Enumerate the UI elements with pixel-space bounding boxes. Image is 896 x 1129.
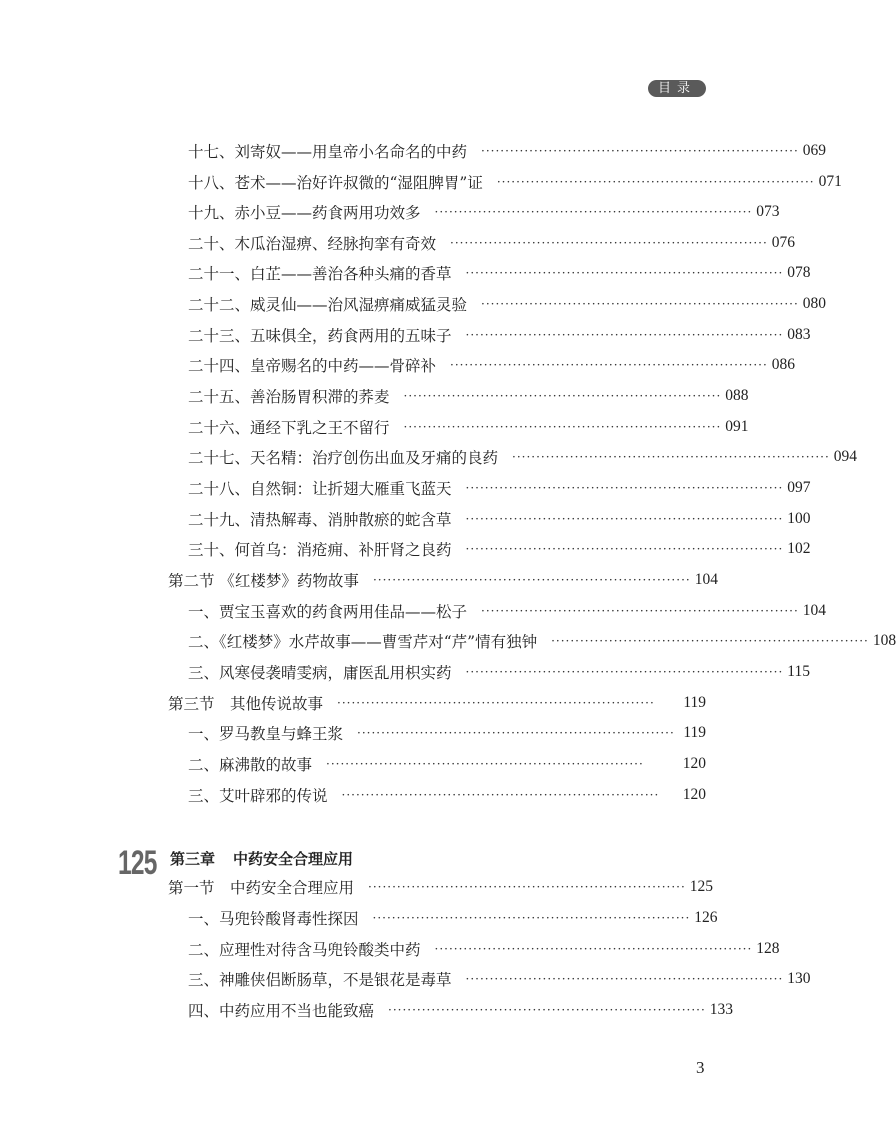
toc-entry-page: 086 <box>771 356 796 373</box>
toc-leader-dots: ·································································· <box>551 634 869 648</box>
chapter-heading[interactable] <box>170 848 353 869</box>
toc-leader-dots: ·································································· <box>465 542 784 556</box>
toc-entry[interactable] <box>188 907 718 929</box>
toc-leader-dots: ·································································· <box>326 757 644 771</box>
toc-entry-title: 二十三、五味俱全，药食两用的五味子 <box>188 327 452 345</box>
toc-leader-dots: ·································································· <box>450 358 768 372</box>
toc-entry[interactable] <box>188 630 896 652</box>
toc-entry-page: 126 <box>694 909 718 926</box>
toc-entry[interactable] <box>188 324 811 346</box>
toc-entry-title: 二十九、清热解毒、消肿散瘀的蛇含草 <box>188 511 452 529</box>
toc-entry[interactable] <box>188 477 811 499</box>
toc-leader-dots: ·································································· <box>341 788 660 802</box>
toc-leader-dots: ·································································· <box>450 236 768 250</box>
toc-leader-dots: ·································································· <box>388 1003 706 1017</box>
toc-leader-dots: ·································································· <box>403 420 722 434</box>
toc-entry[interactable] <box>188 140 827 162</box>
toc-entry-title: 三、风寒侵袭晴雯病，庸医乱用枳实药 <box>188 664 452 682</box>
toc-entry[interactable] <box>188 968 811 990</box>
toc-entry[interactable] <box>188 354 796 376</box>
toc-entry-page: 125 <box>689 878 714 895</box>
toc-entry-page: 071 <box>818 173 842 190</box>
toc-entry-page: 069 <box>802 142 827 159</box>
toc-entry-title: 十九、赤小豆——药食两用功效多 <box>188 204 421 222</box>
toc-entry-title: 二、《红楼梦》水芹故事——曹雪芹对“芹”情有独钟 <box>188 633 538 651</box>
toc-leader-dots: ·································································· <box>496 175 815 189</box>
toc-leader-dots: ·································································· <box>368 880 686 894</box>
toc-leader-dots: ·································································· <box>465 266 784 280</box>
toc-leader-dots: ·································································· <box>481 144 799 158</box>
toc-entry-title: 三、艾叶辟邪的传说 <box>188 787 328 805</box>
toc-entry[interactable] <box>188 446 858 468</box>
toc-entry[interactable] <box>188 508 811 530</box>
section-header-label: 目录 <box>648 80 706 97</box>
toc-entry[interactable] <box>188 722 706 744</box>
toc-entry-title: 二、麻沸散的故事 <box>188 756 313 774</box>
toc-entry[interactable] <box>188 416 749 438</box>
toc-entry-page: 097 <box>787 479 811 496</box>
toc-leader-dots: ·································································· <box>434 205 753 219</box>
toc-entry[interactable] <box>188 262 811 284</box>
page-number: 3 <box>696 1058 705 1077</box>
toc-entry[interactable] <box>188 232 796 254</box>
toc-entry-page: 080 <box>802 295 827 312</box>
toc-entry-title: 三、神雕侠侣断肠草，不是银花是毒草 <box>188 971 452 989</box>
toc-entry-title: 二十八、自然铜：让折翅大雁重飞蓝天 <box>188 480 452 498</box>
toc-entry-page: 078 <box>787 264 811 281</box>
toc-entry-page: 102 <box>787 540 811 557</box>
toc-leader-dots: ·································································· <box>403 389 722 403</box>
chapter-label: 第三章 <box>170 850 216 868</box>
toc-entry[interactable] <box>188 385 749 407</box>
toc-leader-dots: ·································································· <box>481 604 799 618</box>
toc-entry[interactable] <box>188 293 827 315</box>
toc-entry[interactable] <box>188 784 706 806</box>
toc-entry[interactable] <box>188 201 780 223</box>
toc-entry-page: 128 <box>756 940 780 957</box>
toc-entry-page: 083 <box>787 326 811 343</box>
toc-leader-dots: ·································································· <box>512 450 830 464</box>
toc-entry-title: 十八、苍术——治好许叔微的“湿阻脾胃”证 <box>188 174 483 192</box>
toc-section[interactable] <box>168 692 706 714</box>
toc-leader-dots: ·································································· <box>372 911 691 925</box>
toc-leader-dots: ·································································· <box>465 481 784 495</box>
toc-entry-page: 108 <box>872 632 896 649</box>
toc-entry-title: 二十六、通经下乳之王不留行 <box>188 419 390 437</box>
toc-entry-title: 二十四、皇帝赐名的中药——骨碎补 <box>188 357 437 375</box>
toc-entry[interactable] <box>188 600 827 622</box>
toc-entry-page: 104 <box>694 571 718 588</box>
toc-leader-dots: ·································································· <box>357 726 675 740</box>
toc-entry-title: 二十五、善治肠胃积滞的荞麦 <box>188 388 390 406</box>
toc-entry-title: 一、马兜铃酸肾毒性探因 <box>188 910 359 928</box>
toc-entry-title: 二、应理性对待含马兜铃酸类中药 <box>188 941 421 959</box>
toc-section-title: 第一节 中药安全合理应用 <box>168 879 355 897</box>
toc-entry-title: 四、中药应用不当也能致癌 <box>188 1002 375 1020</box>
toc-leader-dots: ·································································· <box>465 512 784 526</box>
toc-entry-page: 115 <box>787 663 810 680</box>
toc-leader-dots: ·································································· <box>465 665 784 679</box>
toc-entry-page: 073 <box>756 203 780 220</box>
toc-entry-page: 104 <box>802 602 827 619</box>
toc-entry[interactable] <box>188 171 842 193</box>
toc-entry-title: 二十二、威灵仙——治风湿痹痛威猛灵验 <box>188 296 468 314</box>
toc-leader-dots: ·································································· <box>337 696 655 710</box>
toc-entry-page: 120 <box>682 786 706 803</box>
toc-entry-page: 120 <box>682 755 706 772</box>
toc-entry-title: 二十一、白芷——善治各种头痛的香草 <box>188 265 452 283</box>
toc-leader-dots: ·································································· <box>372 573 691 587</box>
toc-leader-dots: ·································································· <box>434 942 753 956</box>
toc-section[interactable] <box>168 876 714 898</box>
toc-entry-page: 119 <box>683 724 706 741</box>
toc-entry-page: 119 <box>683 694 706 711</box>
toc-section-title: 第三节 其他传说故事 <box>168 695 324 713</box>
toc-entry[interactable] <box>188 538 811 560</box>
toc-entry-title: 二十、木瓜治湿痹、经脉拘挛有奇效 <box>188 235 437 253</box>
toc-section-title: 第二节 《红楼梦》药物故事 <box>168 572 359 590</box>
chapter-title: 中药安全合理应用 <box>233 850 354 868</box>
toc-entry-page: 130 <box>787 970 811 987</box>
toc-entry-title: 三十、何首乌：消疮痈、补肝肾之良药 <box>188 541 452 559</box>
toc-entry[interactable] <box>188 999 734 1021</box>
toc-entry-page: 088 <box>725 387 749 404</box>
toc-section[interactable] <box>168 569 718 591</box>
toc-entry[interactable] <box>188 753 706 775</box>
toc-entry-title: 一、贾宝玉喜欢的药食两用佳品——松子 <box>188 603 468 621</box>
toc-leader-dots: ·································································· <box>481 297 799 311</box>
toc-entry[interactable] <box>188 661 810 683</box>
toc-entry-title: 一、罗马教皇与蜂王浆 <box>188 725 344 743</box>
chapter-start-page-number: 125 <box>118 844 157 882</box>
toc-entry-page: 076 <box>771 234 796 251</box>
toc-leader-dots: ·································································· <box>465 972 784 986</box>
toc-entry-title: 二十七、天名精：治疗创伤出血及牙痛的良药 <box>188 449 499 467</box>
toc-entry-page: 133 <box>709 1001 734 1018</box>
toc-entry-page: 094 <box>833 448 858 465</box>
toc-entry-page: 091 <box>725 418 749 435</box>
toc-entry-page: 100 <box>787 510 811 527</box>
toc-entry[interactable] <box>188 938 780 960</box>
toc-entry-title: 十七、刘寄奴——用皇帝小名命名的中药 <box>188 143 468 161</box>
toc-leader-dots: ·································································· <box>465 328 784 342</box>
